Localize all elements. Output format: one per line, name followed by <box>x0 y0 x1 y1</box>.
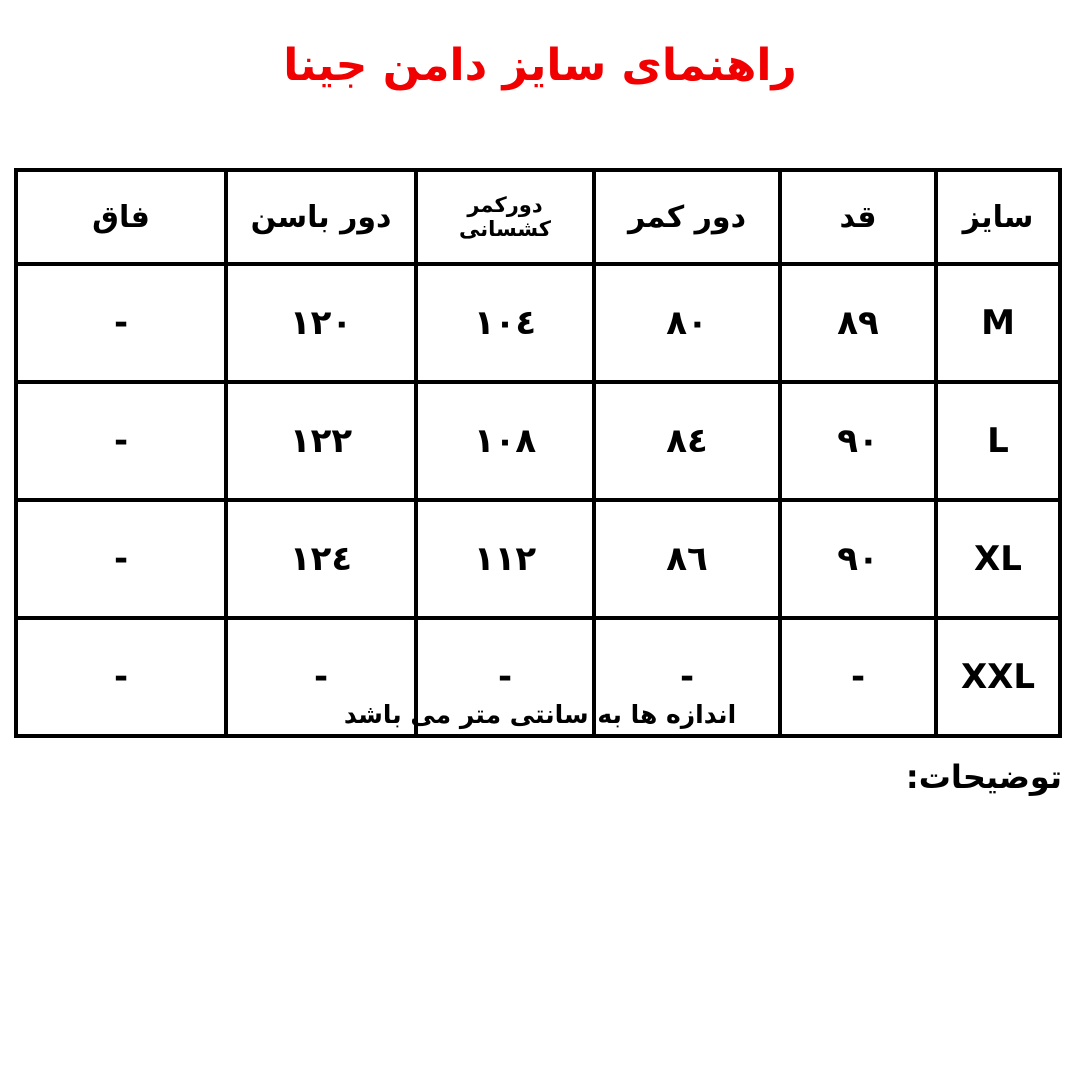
cell-waist: ٨٠ <box>594 264 780 382</box>
cell-elastic-waist: ١٠٨ <box>416 382 594 500</box>
cell-length: ٨٩ <box>780 264 936 382</box>
cell-waist: ٨٦ <box>594 500 780 618</box>
cell-elastic-waist: ١٠٤ <box>416 264 594 382</box>
table-row <box>16 500 1060 618</box>
cell-rise: - <box>16 500 226 618</box>
cell-length: - <box>780 618 936 736</box>
description-label: توضیحات: <box>905 758 1062 796</box>
cell-elastic-waist: ١١٢ <box>416 500 594 618</box>
cell-hip: - <box>226 618 416 736</box>
size-table <box>14 168 1062 738</box>
cell-size: L <box>936 382 1060 500</box>
cell-hip: ١٢٤ <box>226 500 416 618</box>
cell-rise: - <box>16 382 226 500</box>
cell-size: XL <box>936 500 1060 618</box>
column-header-hip: دور باسن <box>226 170 416 264</box>
table-row <box>16 382 1060 500</box>
cell-rise: - <box>16 264 226 382</box>
table-body <box>16 264 1060 736</box>
cell-size: XXL <box>936 618 1060 736</box>
cell-hip: ١٢٢ <box>226 382 416 500</box>
size-table-container <box>18 168 1062 738</box>
column-header-length: قد <box>780 170 936 264</box>
cell-length: ٩٠ <box>780 382 936 500</box>
table-header <box>16 170 1060 264</box>
cell-hip: ١٢٠ <box>226 264 416 382</box>
column-header-size: سایز <box>936 170 1060 264</box>
page-title: راهنمای سایز دامن جینا <box>283 40 797 91</box>
units-note: اندازه ها به سانتی متر می باشد <box>343 700 737 729</box>
column-header-rise: فاق <box>16 170 226 264</box>
cell-size: M <box>936 264 1060 382</box>
table-header-row <box>16 170 1060 264</box>
column-header-waist: دور کمر <box>594 170 780 264</box>
cell-rise: - <box>16 618 226 736</box>
cell-length: ٩٠ <box>780 500 936 618</box>
cell-elastic-waist: - <box>416 618 594 736</box>
cell-waist: - <box>594 618 780 736</box>
table-row <box>16 264 1060 382</box>
column-header-elastic-waist: دورکمر کشسانی <box>416 170 594 264</box>
cell-waist: ٨٤ <box>594 382 780 500</box>
